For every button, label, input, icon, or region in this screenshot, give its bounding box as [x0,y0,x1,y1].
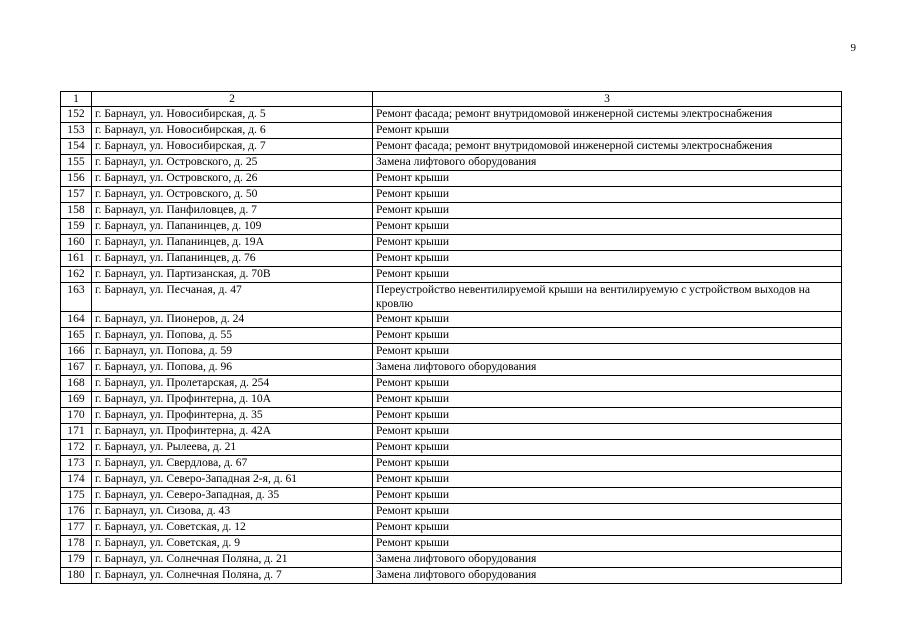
row-number: 173 [61,456,92,472]
table-row [61,283,842,312]
row-address: г. Барнаул, ул. Северо-Западная 2-я, д. 61 [92,472,373,488]
table-row [61,267,842,283]
row-work-type: Ремонт крыши [373,504,842,520]
row-number: 156 [61,171,92,187]
column-header-1: 1 [61,92,92,107]
row-address: г. Барнаул, ул. Профинтерна, д. 35 [92,408,373,424]
page-number: 9 [850,42,856,54]
row-address: г. Барнаул, ул. Сизова, д. 43 [92,504,373,520]
row-work-type: Ремонт крыши [373,472,842,488]
row-work-type: Ремонт крыши [373,456,842,472]
row-number: 165 [61,328,92,344]
row-number: 157 [61,187,92,203]
row-number: 180 [61,568,92,584]
row-number: 171 [61,424,92,440]
row-number: 158 [61,203,92,219]
row-number: 174 [61,472,92,488]
row-address: г. Барнаул, ул. Северо-Западная, д. 35 [92,488,373,504]
table-row [61,392,842,408]
row-work-type: Ремонт крыши [373,123,842,139]
table-header [61,92,842,107]
table-row [61,440,842,456]
row-address: г. Барнаул, ул. Советская, д. 12 [92,520,373,536]
table-row [61,344,842,360]
table-row [61,456,842,472]
table-row [61,520,842,536]
row-number: 161 [61,251,92,267]
table-row [61,376,842,392]
repair-table [60,91,842,584]
row-work-type: Ремонт крыши [373,328,842,344]
row-work-type: Ремонт крыши [373,251,842,267]
row-work-type: Ремонт крыши [373,203,842,219]
header-row [61,92,842,107]
row-number: 167 [61,360,92,376]
row-number: 166 [61,344,92,360]
row-number: 168 [61,376,92,392]
table-body [61,107,842,584]
table-row [61,568,842,584]
row-address: г. Барнаул, ул. Пионеров, д. 24 [92,312,373,328]
row-work-type: Замена лифтового оборудования [373,360,842,376]
row-address: г. Барнаул, ул. Песчаная, д. 47 [92,283,373,312]
row-work-type: Ремонт крыши [373,392,842,408]
row-work-type: Ремонт крыши [373,488,842,504]
row-number: 175 [61,488,92,504]
row-number: 177 [61,520,92,536]
row-number: 179 [61,552,92,568]
row-number: 162 [61,267,92,283]
row-address: г. Барнаул, ул. Панфиловцев, д. 7 [92,203,373,219]
row-number: 154 [61,139,92,155]
row-work-type: Ремонт крыши [373,520,842,536]
table-row [61,408,842,424]
row-work-type: Ремонт крыши [373,219,842,235]
row-address: г. Барнаул, ул. Островского, д. 25 [92,155,373,171]
table-row [61,360,842,376]
row-address: г. Барнаул, ул. Островского, д. 50 [92,187,373,203]
row-work-type: Замена лифтового оборудования [373,155,842,171]
row-address: г. Барнаул, ул. Папанинцев, д. 109 [92,219,373,235]
table-row [61,203,842,219]
row-number: 169 [61,392,92,408]
row-address: г. Барнаул, ул. Солнечная Поляна, д. 7 [92,568,373,584]
row-work-type: Ремонт фасада; ремонт внутридомовой инженерной системы электроснабжения [373,139,842,155]
row-address: г. Барнаул, ул. Пролетарская, д. 254 [92,376,373,392]
row-number: 152 [61,107,92,123]
row-number: 155 [61,155,92,171]
table-row [61,171,842,187]
table-row [61,472,842,488]
row-address: г. Барнаул, ул. Свердлова, д. 67 [92,456,373,472]
table-row [61,488,842,504]
row-address: г. Барнаул, ул. Советская, д. 9 [92,536,373,552]
row-address: г. Барнаул, ул. Рылеева, д. 21 [92,440,373,456]
row-work-type: Ремонт крыши [373,440,842,456]
row-work-type: Ремонт крыши [373,408,842,424]
table-row [61,155,842,171]
column-header-3: 3 [373,92,842,107]
table-row [61,123,842,139]
table-row [61,235,842,251]
row-address: г. Барнаул, ул. Папанинцев, д. 76 [92,251,373,267]
column-header-2: 2 [92,92,373,107]
row-work-type: Ремонт крыши [373,171,842,187]
row-number: 178 [61,536,92,552]
table-row [61,312,842,328]
row-work-type: Ремонт фасада; ремонт внутридомовой инженерной системы электроснабжения [373,107,842,123]
row-address: г. Барнаул, ул. Попова, д. 59 [92,344,373,360]
table-row [61,187,842,203]
table-row [61,251,842,267]
row-number: 172 [61,440,92,456]
row-work-type: Ремонт крыши [373,376,842,392]
row-number: 176 [61,504,92,520]
row-address: г. Барнаул, ул. Новосибирская, д. 7 [92,139,373,155]
table-row [61,219,842,235]
row-address: г. Барнаул, ул. Островского, д. 26 [92,171,373,187]
row-work-type: Замена лифтового оборудования [373,568,842,584]
row-work-type: Ремонт крыши [373,536,842,552]
row-address: г. Барнаул, ул. Новосибирская, д. 5 [92,107,373,123]
row-address: г. Барнаул, ул. Профинтерна, д. 10А [92,392,373,408]
table-row [61,424,842,440]
row-address: г. Барнаул, ул. Новосибирская, д. 6 [92,123,373,139]
row-work-type: Ремонт крыши [373,424,842,440]
table-row [61,504,842,520]
row-number: 164 [61,312,92,328]
row-work-type: Ремонт крыши [373,187,842,203]
row-number: 153 [61,123,92,139]
row-address: г. Барнаул, ул. Партизанская, д. 70В [92,267,373,283]
table-row [61,536,842,552]
row-number: 163 [61,283,92,312]
row-address: г. Барнаул, ул. Папанинцев, д. 19А [92,235,373,251]
row-address: г. Барнаул, ул. Попова, д. 55 [92,328,373,344]
table-row [61,139,842,155]
row-number: 160 [61,235,92,251]
table-row [61,328,842,344]
table-row [61,107,842,123]
row-work-type: Ремонт крыши [373,267,842,283]
row-address: г. Барнаул, ул. Солнечная Поляна, д. 21 [92,552,373,568]
row-work-type: Переустройство невентилируемой крыши на вентилируемую с устройством выходов на кровлю [373,283,842,312]
row-number: 159 [61,219,92,235]
row-work-type: Замена лифтового оборудования [373,552,842,568]
row-work-type: Ремонт крыши [373,312,842,328]
row-number: 170 [61,408,92,424]
row-work-type: Ремонт крыши [373,344,842,360]
row-work-type: Ремонт крыши [373,235,842,251]
table-row [61,552,842,568]
row-address: г. Барнаул, ул. Профинтерна, д. 42А [92,424,373,440]
row-address: г. Барнаул, ул. Попова, д. 96 [92,360,373,376]
